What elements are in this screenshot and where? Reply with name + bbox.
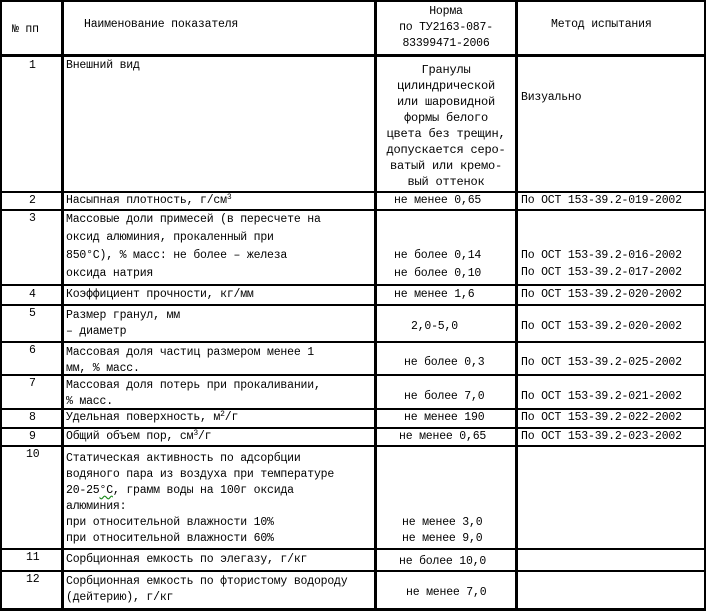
row-norm: не менее 190 <box>404 411 485 424</box>
row-method: По ОСТ 153-39.2-023-2002 <box>521 430 682 443</box>
header-norm: Норма по ТУ2163-087- 83399471-2006 <box>399 5 493 50</box>
row-name: Сорбционная емкость по фтористому водороду (дейтерию), г/кг <box>66 575 348 604</box>
row-name: Общий объем пор, $см^3/г$ <box>66 429 212 443</box>
row-name: Удельная поверхность, $м^2/г$ <box>66 410 239 424</box>
row-num: 11 <box>26 551 40 564</box>
row-divider <box>0 304 706 306</box>
row-num: 4 <box>29 288 36 301</box>
row-norm: не менее 0,65 <box>394 194 482 207</box>
row-method: По ОСТ 153-39.2-021-2002 <box>521 390 682 403</box>
row-name: Статическая активность по адсорбции водяного пара из воздуха при температуре 20-25°С, грамм воды на 100г оксида алюминия: при относительной влажности 10% при относительной влажности 60% <box>66 452 335 545</box>
row-name: Размер гранул, мм – диаметр <box>66 309 180 338</box>
row-name: Массовые доли примесей (в пересчете на оксид алюминия, прокаленный при 850°С), % масс: не более – железа оксида натрия <box>66 213 321 280</box>
table-border-top <box>0 0 706 2</box>
row-norm: не менее 3,0 не менее 9,0 <box>402 516 483 545</box>
row-method: По ОСТ 153-39.2-019-2002 <box>521 194 682 207</box>
row-divider <box>0 341 706 343</box>
row-divider <box>0 445 706 447</box>
header-method: Метод испытания <box>551 18 652 31</box>
row-norm: Гранулы цилиндрической или шаровидной формы белого цвета без трещин, допускается серо- ватый или кремо- вый оттенок <box>386 63 506 189</box>
row-method: По ОСТ 153-39.2-016-2002 По ОСТ 153-39.2-017-2002 <box>521 249 682 279</box>
row-name: Массовая доля потерь при прокаливании, % масс. <box>66 379 321 408</box>
row-name: Сорбционная емкость по элегазу, г/кг <box>66 553 308 566</box>
row-num: 6 <box>29 344 36 357</box>
header-divider <box>0 54 706 57</box>
row-method: По ОСТ 153-39.2-020-2002 <box>521 288 682 301</box>
row-divider <box>0 570 706 572</box>
row-divider <box>0 548 706 550</box>
row-norm: не более 0,14 не более 0,10 <box>394 249 482 280</box>
row-name: Коэффициент прочности, кг/мм <box>66 288 254 301</box>
row-num: 12 <box>26 573 40 586</box>
row-method: Визуально <box>521 91 582 104</box>
row-num: 5 <box>29 307 36 320</box>
row-name: Насыпная плотность, $г/см^3$ <box>66 193 232 207</box>
row-divider <box>0 284 706 286</box>
row-num: 10 <box>26 448 40 461</box>
row-norm: не более 10,0 <box>399 555 487 568</box>
row-method: По ОСТ 153-39.2-020-2002 <box>521 320 682 333</box>
row-num: 7 <box>29 377 36 390</box>
row-num: 1 <box>29 59 36 72</box>
row-num: 2 <box>29 194 36 207</box>
row-num: 3 <box>29 212 36 225</box>
row-norm: не менее 0,65 <box>399 430 487 443</box>
row-norm: не более 0,3 <box>404 356 485 369</box>
row-method: По ОСТ 153-39.2-022-2002 <box>521 411 682 424</box>
row-num: 8 <box>29 411 36 424</box>
row-name: Внешний вид <box>66 59 140 72</box>
row-norm: не менее 1,6 <box>394 288 475 301</box>
row-norm: 2,0-5,0 <box>411 320 458 333</box>
row-name: Массовая доля частиц размером менее 1 мм, % масс. <box>66 346 314 375</box>
row-norm: не менее 7,0 <box>406 586 487 599</box>
row-method: По ОСТ 153-39.2-025-2002 <box>521 356 682 369</box>
header-name: Наименование показателя <box>84 18 239 31</box>
row-norm: не более 7,0 <box>404 390 485 403</box>
row-num: 9 <box>29 430 36 443</box>
header-num: № пп <box>12 23 39 36</box>
